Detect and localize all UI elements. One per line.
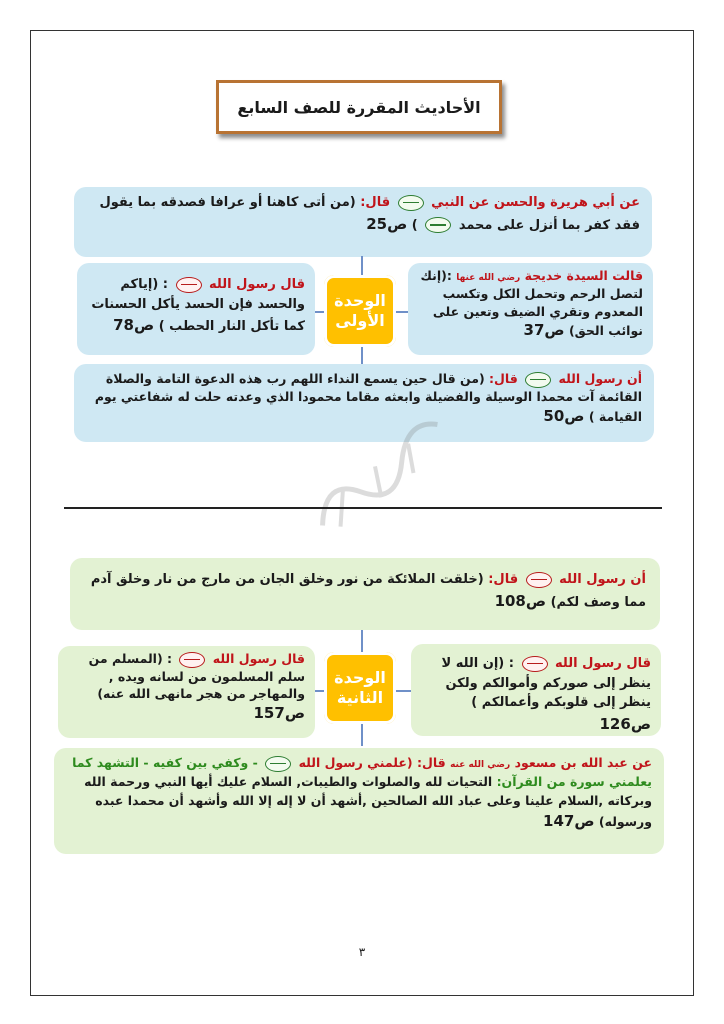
hadith-close: ) [411, 217, 418, 233]
page-reference: ص147 [543, 812, 595, 831]
hadith-text-opening: (علمني رسول الله [298, 755, 413, 770]
page-reference: ص157 [253, 703, 305, 722]
narrator-text: أن رسول الله [558, 371, 642, 386]
page-title-box [216, 80, 502, 134]
hadith-text: التحيات لله والصلوات والطيبات, السلام عليك أيها النبي ورحمة الله وبركاته ,السلام علينا وعلى عباد الله الصالحين ,أشهد أن لا إله إلا الله وأشهد أن محمدا عبده ورسوله) [84, 773, 652, 830]
hadith-text: :(إنك لتصل الرحم وتحمل الكل وتكسب المعدوم وتقري الضيف وتعين على نوائب الحق) [420, 268, 643, 339]
pbuh-seal-icon [425, 217, 451, 233]
pbuh-seal-icon [522, 656, 548, 672]
said-text: قال: [416, 755, 446, 770]
page-reference: ص78 [113, 316, 155, 334]
narrator-text: قال رسول الله [209, 277, 305, 292]
narrator-text: عن أبي هريرة والحسن عن النبي [431, 195, 640, 210]
unit-one-hadith-left [77, 263, 315, 355]
honorific-text: رضي الله عنه [450, 760, 511, 770]
page-title: الأحاديث المقررة للصف السابع [237, 97, 481, 117]
unit-two-hadith-right [411, 644, 661, 736]
narrator-text: أن رسول الله [559, 572, 646, 587]
narrator-text: عن عبد الله بن مسعود [514, 755, 652, 770]
unit-one-hadith-right [408, 263, 653, 355]
said-text: قال: [489, 371, 518, 386]
narrator-text: قال رسول الله [555, 656, 651, 671]
unit-two-hadith-left [58, 646, 315, 738]
said-text: قال: [488, 572, 519, 587]
hadith-text: : (إن الله لا ينظر إلى صوركم وأموالكم ولكن ينظر إلى قلوبكم وأعمالكم ) [441, 656, 651, 710]
unit-one-hadith-bottom [74, 364, 654, 442]
pbuh-seal-icon [176, 277, 202, 293]
page-reference: ص25 [366, 214, 408, 233]
hadith-text: (من أتى كاهنا أو عرافا فصدقه بما يقول فقد كفر بما أنزل على محمد [99, 195, 640, 233]
hadith-text: (من قال حين يسمع النداء اللهم رب هذه الدعوة التامة والصلاة القائمة آت محمدا الوسيلة والفضيلة وابعثه مقاما محمودا الذي وعدته حلت له شفاعتي يوم القيامة ) [94, 371, 642, 425]
pbuh-seal-icon [525, 372, 551, 388]
page-reference: ص126 [599, 714, 651, 733]
section-divider [64, 507, 662, 509]
page-reference: ص50 [543, 407, 585, 426]
unit-one-hadith-top [74, 187, 652, 257]
hadith-text-middle: - وكفي بين كفيه - التشهد كما يعلمني سورة من القرآن: [72, 755, 652, 789]
pbuh-seal-icon [265, 756, 291, 772]
unit-two-badge: الوحدة الثانية [324, 652, 396, 724]
honorific-text: رضي الله عنها [456, 273, 521, 283]
said-text: قال: [360, 195, 391, 210]
narrator-text: قال رسول الله [212, 651, 305, 666]
unit-two-hadith-top [70, 558, 660, 630]
page-reference: ص108 [494, 591, 547, 610]
pbuh-seal-icon [179, 652, 205, 668]
hadith-text: (خلقت الملائكة من نور وخلق الجان من مارج من نار وخلق آدم مما وصف لكم) [90, 572, 646, 610]
unit-two-hadith-bottom [54, 748, 664, 854]
page-number: ٣ [358, 945, 366, 959]
pbuh-seal-icon [526, 572, 552, 588]
hadith-text: : (إياكم والحسد فإن الحسد يأكل الحسنات كما تأكل النار الحطب ) [91, 277, 305, 334]
unit-one-badge: الوحدة الأولى [324, 275, 396, 347]
hadith-text: : (المسلم من سلم المسلمون من لسانه ويده , والمهاجر من هجر مانهى الله عنه) [88, 651, 305, 701]
pbuh-seal-icon [398, 195, 424, 211]
narrator-text: قالت السيدة خديجة [524, 268, 643, 283]
page-reference: ص37 [523, 321, 565, 340]
